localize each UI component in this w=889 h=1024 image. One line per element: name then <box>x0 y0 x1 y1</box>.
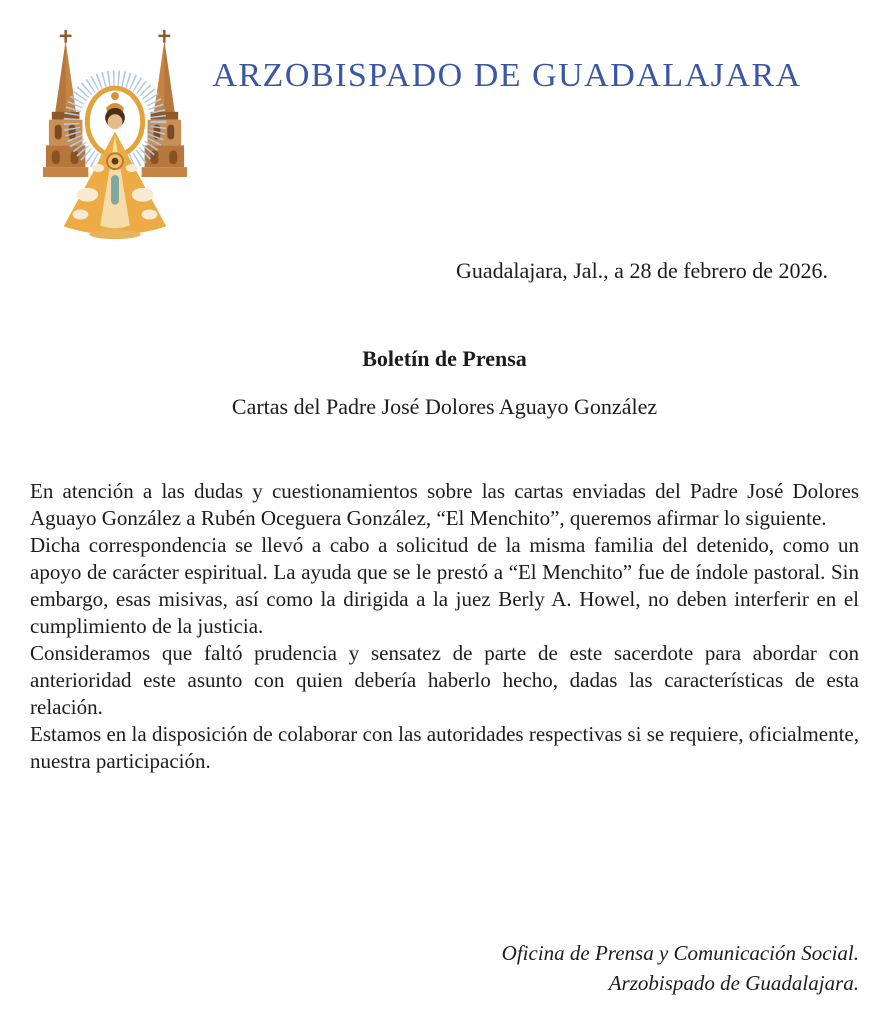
paragraph-prudence: Consideramos que faltó prudencia y sensatez de parte de este sacerdote para abordar con anterioridad este asunto con quien debería haberlo hecho, dadas las características de esta relación. <box>30 641 859 719</box>
paragraph-correspondence: Dicha correspondencia se llevó a cabo a solicitud de la misma familia del detenido, como un apoyo de carácter espiritual. La ayuda que se le prestó a “El Menchito” fue de índole pastoral. Sin embargo, esas misivas, así como la dirigida a la juez Berly A. Howel, no deben interferir en el cumplimiento de la justicia. <box>30 533 859 638</box>
signature-organization: Arzobispado de Guadalajara. <box>608 971 859 995</box>
signature-office: Oficina de Prensa y Comunicación Social. <box>501 941 859 965</box>
signature-block <box>502 938 859 998</box>
cathedral-tower-right <box>142 30 187 177</box>
paragraph-cooperation: Estamos en la disposición de colaborar con las autoridades respectivas si se requiere, oficialmente, nuestra participación. <box>30 722 859 773</box>
dateline: Guadalajara, Jal., a 28 de febrero de 2026. <box>455 258 828 283</box>
document-subtitle: Cartas del Padre José Dolores Aguayo González <box>231 394 658 419</box>
organization-name: ARZOBISPADO DE GUADALAJARA <box>212 57 802 94</box>
letterhead <box>30 0 859 250</box>
body-text <box>30 478 859 775</box>
document-title: Boletín de Prensa <box>362 346 527 371</box>
cathedral-tower-left <box>43 30 88 177</box>
paragraph-intro: En atención a las dudas y cuestionamientos sobre las cartas enviadas del Padre José Dolores Aguayo González a Rubén Oceguera González, “El Menchito”, queremos afirmar lo siguiente. <box>30 479 859 530</box>
arzobispado-crest-icon <box>30 25 200 250</box>
